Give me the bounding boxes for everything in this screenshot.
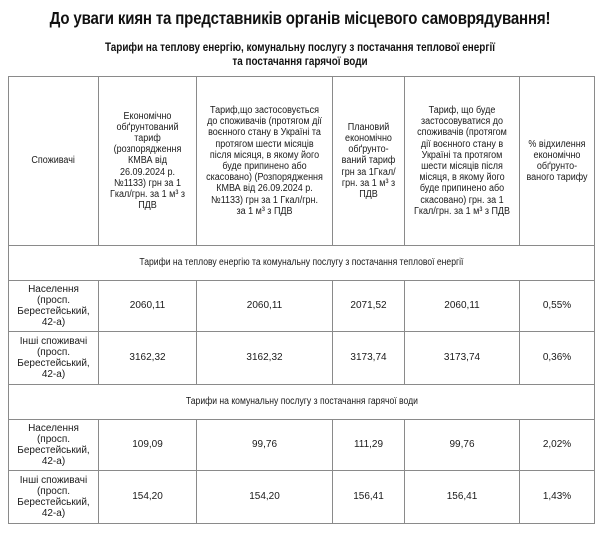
consumer-cell: Населення (просп. Берестейський, 42-а) xyxy=(9,281,99,332)
future-tariff-cell: 3173,74 xyxy=(405,332,520,385)
future-tariff-cell: 156,41 xyxy=(405,471,520,524)
section-title: Тарифи на теплову енергію та комунальну послугу з постачання теплової енергії xyxy=(9,246,595,281)
applied-tariff-cell: 99,76 xyxy=(197,420,333,471)
planned-tariff-cell: 3173,74 xyxy=(333,332,405,385)
table-row xyxy=(9,281,595,332)
tariff-table xyxy=(8,76,595,524)
deviation-cell: 1,43% xyxy=(520,471,595,524)
header-future-tariff: Тариф, що буде застосовуватися до споживачів (протягом дії воєнного стану в Україні та протягом шести місяців після місяця, в якому його буде припинено або скасовано) грн. за 1 Гкал/грн. за 1 м³ з ПДВ xyxy=(405,77,520,246)
section-title: Тарифи на комунальну послугу з постачання гарячої води xyxy=(9,385,595,420)
caption-line-2: та постачання гарячої води xyxy=(232,56,368,68)
page-title: До уваги киян та представників органів місцевого самоврядування! xyxy=(49,8,551,28)
consumer-cell: Інші споживачі (просп. Берестейський, 42-а) xyxy=(9,332,99,385)
header-economic-tariff: Економічно обґрунтований тариф (розпорядження КМВА від 26.09.2024 р. №1133) грн за 1 Гкал/грн. за 1 м³ з ПДВ xyxy=(99,77,197,246)
deviation-cell: 0,36% xyxy=(520,332,595,385)
deviation-cell: 0,55% xyxy=(520,281,595,332)
header-consumers: Споживачі xyxy=(9,77,99,246)
table-caption xyxy=(42,41,558,69)
economic-tariff-cell: 3162,32 xyxy=(99,332,197,385)
consumer-cell: Інші споживачі (просп. Берестейський, 42-а) xyxy=(9,471,99,524)
planned-tariff-cell: 156,41 xyxy=(333,471,405,524)
economic-tariff-cell: 154,20 xyxy=(99,471,197,524)
section-row-hot-water xyxy=(9,385,595,420)
deviation-cell: 2,02% xyxy=(520,420,595,471)
header-deviation: % відхилення економічно обґрунто-ваного тарифу xyxy=(520,77,595,246)
table-row xyxy=(9,471,595,524)
header-applied-tariff: Тариф,що застосовується до споживачів (протягом дії воєнного стану в Україні та протягом шести місяців після місяця, в якому його буде припинено або скасовано) (Розпорядження КМВА від 26.09.2024 р. №1133) грн за 1 Гкал/грн. за 1 м³ з ПДВ xyxy=(197,77,333,246)
header-row xyxy=(9,77,595,246)
applied-tariff-cell: 2060,11 xyxy=(197,281,333,332)
table-row xyxy=(9,332,595,385)
planned-tariff-cell: 111,29 xyxy=(333,420,405,471)
future-tariff-cell: 99,76 xyxy=(405,420,520,471)
applied-tariff-cell: 3162,32 xyxy=(197,332,333,385)
consumer-cell: Населення (просп. Берестейський, 42-а) xyxy=(9,420,99,471)
economic-tariff-cell: 2060,11 xyxy=(99,281,197,332)
planned-tariff-cell: 2071,52 xyxy=(333,281,405,332)
applied-tariff-cell: 154,20 xyxy=(197,471,333,524)
caption-line-1: Тарифи на теплову енергію, комунальну послугу з постачання теплової енергії xyxy=(105,42,495,54)
economic-tariff-cell: 109,09 xyxy=(99,420,197,471)
future-tariff-cell: 2060,11 xyxy=(405,281,520,332)
header-planned-tariff: Плановий економічно обґрунто-ваний тариф грн за 1Гкал/грн. за 1 м³ з ПДВ xyxy=(333,77,405,246)
section-row-heat xyxy=(9,246,595,281)
table-row xyxy=(9,420,595,471)
